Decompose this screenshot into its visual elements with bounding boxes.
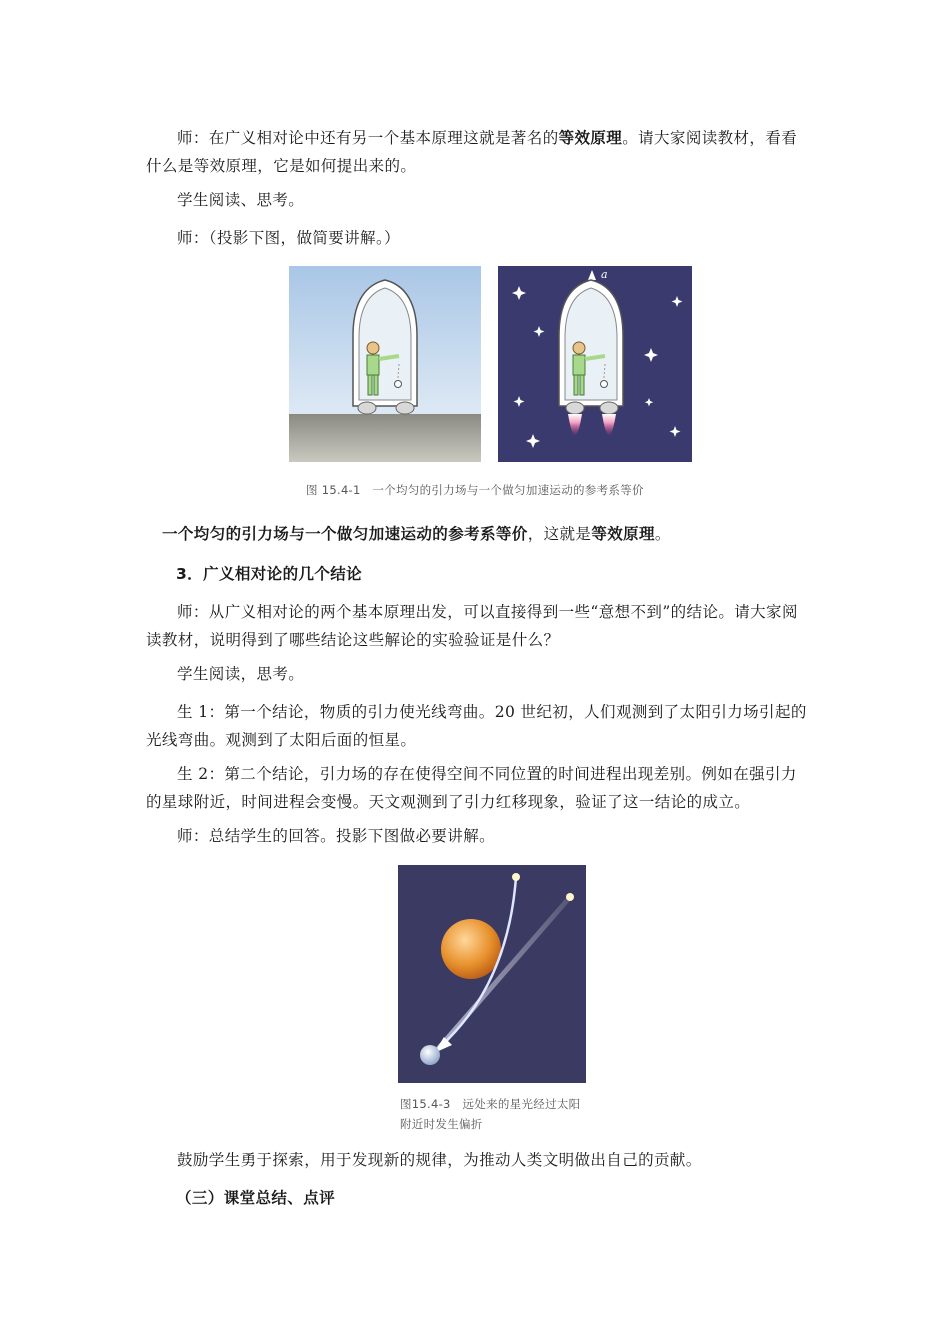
star-actual	[512, 873, 520, 881]
paragraph-student-1: 生 1：第一个结论，物质的引力使光线弯曲。20 世纪初，人们观测到了太阳引力场引起的光线弯曲。观测到了太阳后面的恒星。	[146, 703, 807, 749]
section-heading-conclusions: 3．广义相对论的几个结论	[176, 565, 363, 583]
figure1-caption: 图 15.4-1 一个均匀的引力场与一个做匀加速运动的参考系等价	[306, 483, 644, 497]
earth-panel	[289, 266, 481, 462]
sun	[441, 919, 501, 979]
paragraph-teacher-projection: 师：（投影下图，做简要讲解。）	[177, 229, 401, 247]
light-deflection-figure	[398, 865, 586, 1083]
bold-text: 一个均匀的引力场与一个做匀加速运动的参考系等价	[162, 525, 528, 543]
text: 师：在广义相对论中还有另一个基本原理这就是著名的	[177, 129, 559, 147]
star-apparent	[566, 893, 574, 901]
text: ，这就是	[527, 525, 592, 543]
text: 。请大家阅读教材，看看什么是等效原理，它是如何提出来的。	[146, 129, 798, 175]
paragraph-encouragement: 鼓励学生勇于探索，用于发现新的规律，为推动人类文明做出自己的贡献。	[177, 1151, 702, 1169]
figure2-caption-line2: 附近时发生偏折	[400, 1117, 483, 1131]
text: 。	[654, 525, 671, 543]
paragraph-student-2: 生 2：第二个结论，引力场的存在使得空间不同位置的时间进程出现差别。例如在强引力的星球附近，时间进程会变慢。天文观测到了引力红移现象，验证了这一结论的成立。	[146, 765, 797, 811]
paragraph-teacher-summary: 师：总结学生的回答。投影下图做必要讲解。	[177, 827, 496, 845]
paragraph-equivalence-intro	[146, 124, 808, 180]
paragraph-equivalence-principle	[146, 520, 808, 548]
equivalence-figure	[289, 266, 693, 466]
paragraph-conclusions-intro: 师：从广义相对论的两个基本原理出发，可以直接得到一些“意想不到”的结论。请大家阅读教材，说明得到了哪些结论这些解论的实验验证是什么？	[146, 603, 798, 649]
section-heading-summary: （三）课堂总结、点评	[176, 1189, 336, 1207]
earth	[420, 1045, 440, 1065]
bold-term: 等效原理	[591, 525, 655, 543]
acceleration-label: a	[601, 268, 608, 281]
figure2-caption	[400, 1094, 580, 1134]
figure2-caption-line1: 图15.4-3 远处来的星光经过太阳	[400, 1097, 581, 1111]
bold-term: 等效原理	[558, 129, 623, 147]
paragraph-students-read-2: 学生阅读，思考。	[177, 665, 305, 683]
space-panel	[498, 266, 692, 462]
paragraph-students-read: 学生阅读、思考。	[177, 191, 305, 209]
